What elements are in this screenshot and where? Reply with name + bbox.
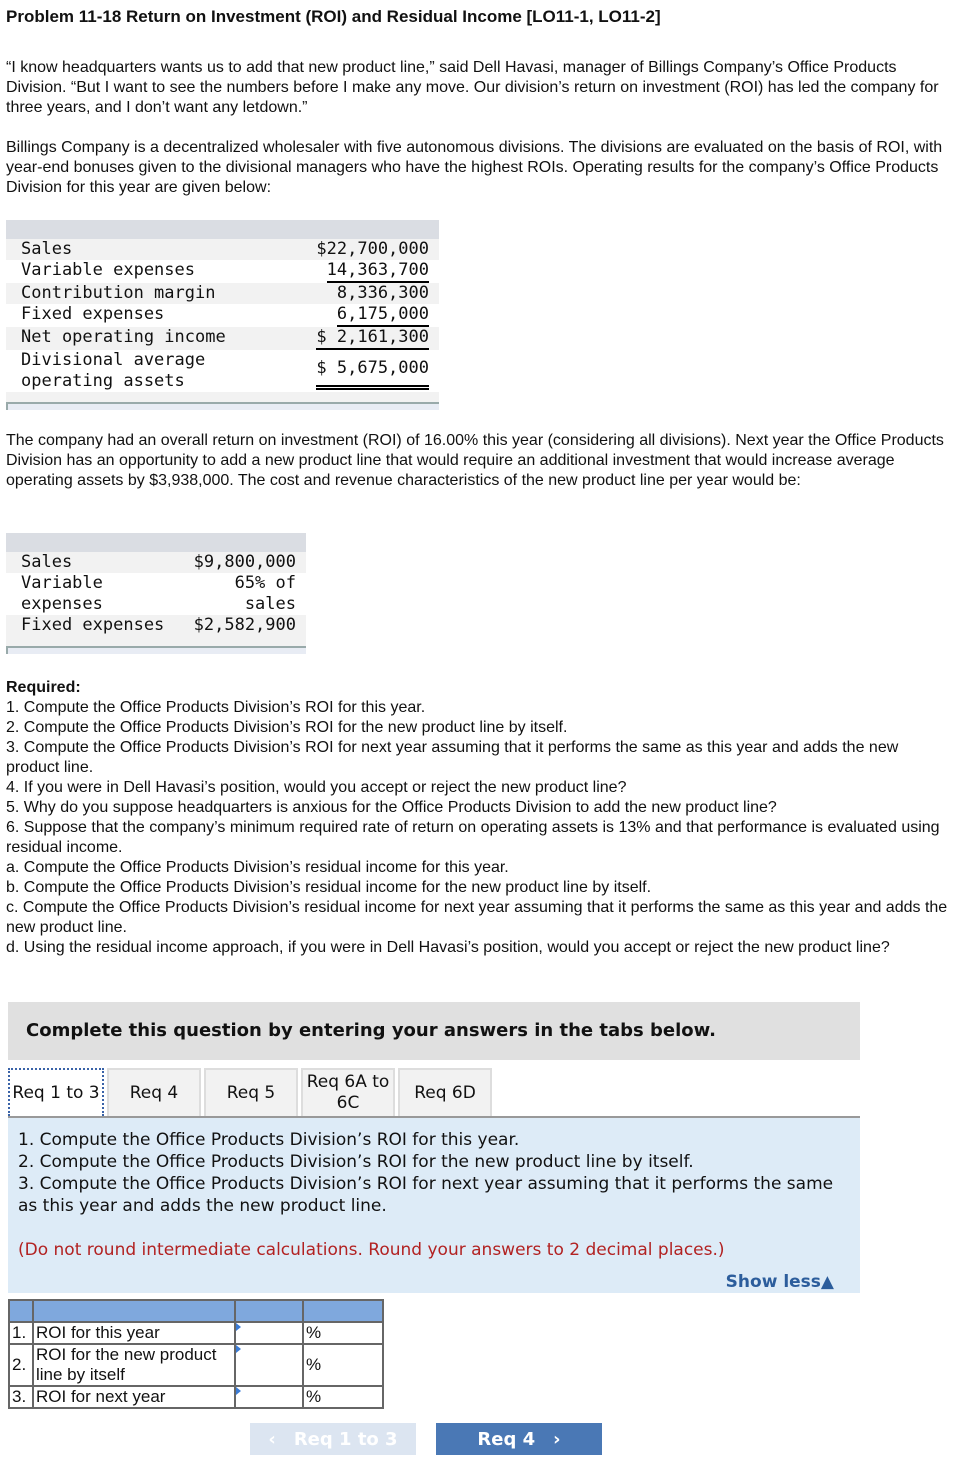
row-value: 8,336,300 [336, 283, 429, 303]
instruction-banner: Complete this question by entering your answers in the tabs below. [8, 1002, 860, 1060]
next-label: Req 4 [477, 1428, 536, 1450]
company-paragraph: Billings Company is a decentralized wholesaler with five autonomous divisions. The divisions are evaluated on the basis of ROI, with year-end bonuses given to the divisional managers who have the highest ROIs. Operating results for the company’s Office Products Division for this year are given below: [6, 139, 943, 196]
row-label: ROI for the new product line by itself [33, 1344, 235, 1386]
panel-line: 3. Compute the Office Products Division’s ROI for next year assuming that it performs the same as this year and adds the new product line. [18, 1174, 834, 1216]
chevron-right-icon: › [553, 1428, 561, 1450]
problem-title: Problem 11-18 Return on Investment (ROI) and Residual Income [LO11-1, LO11-2] [6, 7, 661, 26]
row-label: Divisional average operating assets [21, 350, 206, 391]
required-section [6, 678, 951, 958]
required-item: 4. If you were in Dell Havasi’s position, would you accept or reject the new product line? [6, 779, 627, 796]
row-label: Fixed expenses [21, 615, 165, 635]
tab-bar [8, 1068, 492, 1116]
rounding-note: (Do not round intermediate calculations. Round your answers to 2 decimal places.) [18, 1240, 725, 1260]
tab-req-4[interactable]: Req 4 [107, 1068, 201, 1116]
row-label: Variable expenses [21, 573, 103, 614]
question-panel [8, 1118, 860, 1293]
panel-line: 2. Compute the Office Products Division’s ROI for the new product line by itself. [18, 1152, 694, 1172]
row-label: ROI for next year [33, 1386, 235, 1408]
panel-line: 1. Compute the Office Products Division’s ROI for this year. [18, 1130, 520, 1150]
chevron-left-icon: ‹ [268, 1428, 276, 1450]
table-row [9, 1386, 383, 1408]
table-row [9, 1322, 383, 1344]
row-value: 6,175,000 [337, 304, 429, 327]
new-line-paragraph: The company had an overall return on investment (ROI) of 16.00% this year (considering all divisions). Next year the Office Products Division has an opportunity to add a new product line that would require an additional investment that would increase average operating assets by $3,938,000. The cost and revenue characteristics of the new product line per year would be: [6, 432, 944, 489]
required-item: 6. Suppose that the company’s minimum required rate of return on operating assets is 13% and that performance is evaluated using residual income. [6, 819, 940, 856]
tab-req-6d[interactable]: Req 6D [398, 1068, 492, 1116]
required-item: b. Compute the Office Products Division’s residual income for the new product line by itself. [6, 879, 652, 896]
required-item: 2. Compute the Office Products Division’s ROI for the new product line by itself. [6, 719, 568, 736]
row-label: Variable expenses [21, 260, 195, 280]
show-less-link[interactable]: Show less▲ [725, 1272, 834, 1292]
row-number: 2. [9, 1344, 33, 1386]
row-value: $22,700,000 [316, 239, 429, 259]
operating-results-table [6, 220, 439, 410]
row-number: 1. [9, 1322, 33, 1344]
prev-label: Req 1 to 3 [293, 1428, 398, 1450]
row-value: $9,800,000 [193, 552, 296, 572]
required-item: d. Using the residual income approach, if you were in Dell Havasi’s position, would you accept or reject the new product line? [6, 939, 890, 956]
next-button[interactable] [436, 1423, 602, 1455]
row-label: Contribution margin [21, 283, 216, 303]
percent-unit: % [303, 1386, 383, 1408]
percent-unit: % [303, 1344, 383, 1386]
required-item: 1. Compute the Office Products Division’s ROI for this year. [6, 699, 426, 716]
tab-req-1-to-3[interactable]: Req 1 to 3 [8, 1068, 104, 1116]
row-label: Fixed expenses [21, 304, 165, 324]
tab-req-5[interactable]: Req 5 [204, 1068, 298, 1116]
row-value: 14,363,700 [327, 260, 429, 283]
percent-unit: % [303, 1322, 383, 1344]
new-product-line-table [6, 533, 306, 654]
row-label: ROI for this year [33, 1322, 235, 1344]
intro-paragraph: “I know headquarters wants us to add that new product line,” said Dell Havasi, manager of Billings Company’s Office Products Division. “But I want to see the numbers before I make any move. Our division’s return on investment (ROI) has led the company for three years, and I don’t want any letdown.” [6, 59, 939, 116]
required-item: a. Compute the Office Products Division’s residual income for this year. [6, 859, 509, 876]
row-value: 65% of sales [234, 573, 296, 614]
row-label: Net operating income [21, 327, 226, 347]
roi-new-line-input[interactable] [235, 1344, 303, 1386]
row-label: Sales [21, 239, 73, 259]
row-value: $ 2,161,300 [316, 327, 429, 350]
answer-table [8, 1299, 384, 1409]
table-row [9, 1344, 383, 1386]
row-label: Sales [21, 552, 73, 572]
row-value: $2,582,900 [193, 615, 296, 635]
roi-next-year-input[interactable] [235, 1386, 303, 1408]
tab-req-6a-to-6c[interactable]: Req 6A to 6C [301, 1068, 395, 1116]
required-heading: Required: [6, 679, 81, 696]
required-item: c. Compute the Office Products Division’s residual income for next year assuming that it performs the same as this year and adds the new product line. [6, 899, 948, 936]
required-item: 5. Why do you suppose headquarters is anxious for the Office Products Division to add the new product line? [6, 799, 777, 816]
row-number: 3. [9, 1386, 33, 1408]
roi-this-year-input[interactable] [235, 1322, 303, 1344]
row-value: $ 5,675,000 [316, 358, 429, 390]
required-item: 3. Compute the Office Products Division’s ROI for next year assuming that it performs the same as this year and adds the new product line. [6, 739, 899, 776]
prev-button[interactable] [250, 1423, 416, 1455]
